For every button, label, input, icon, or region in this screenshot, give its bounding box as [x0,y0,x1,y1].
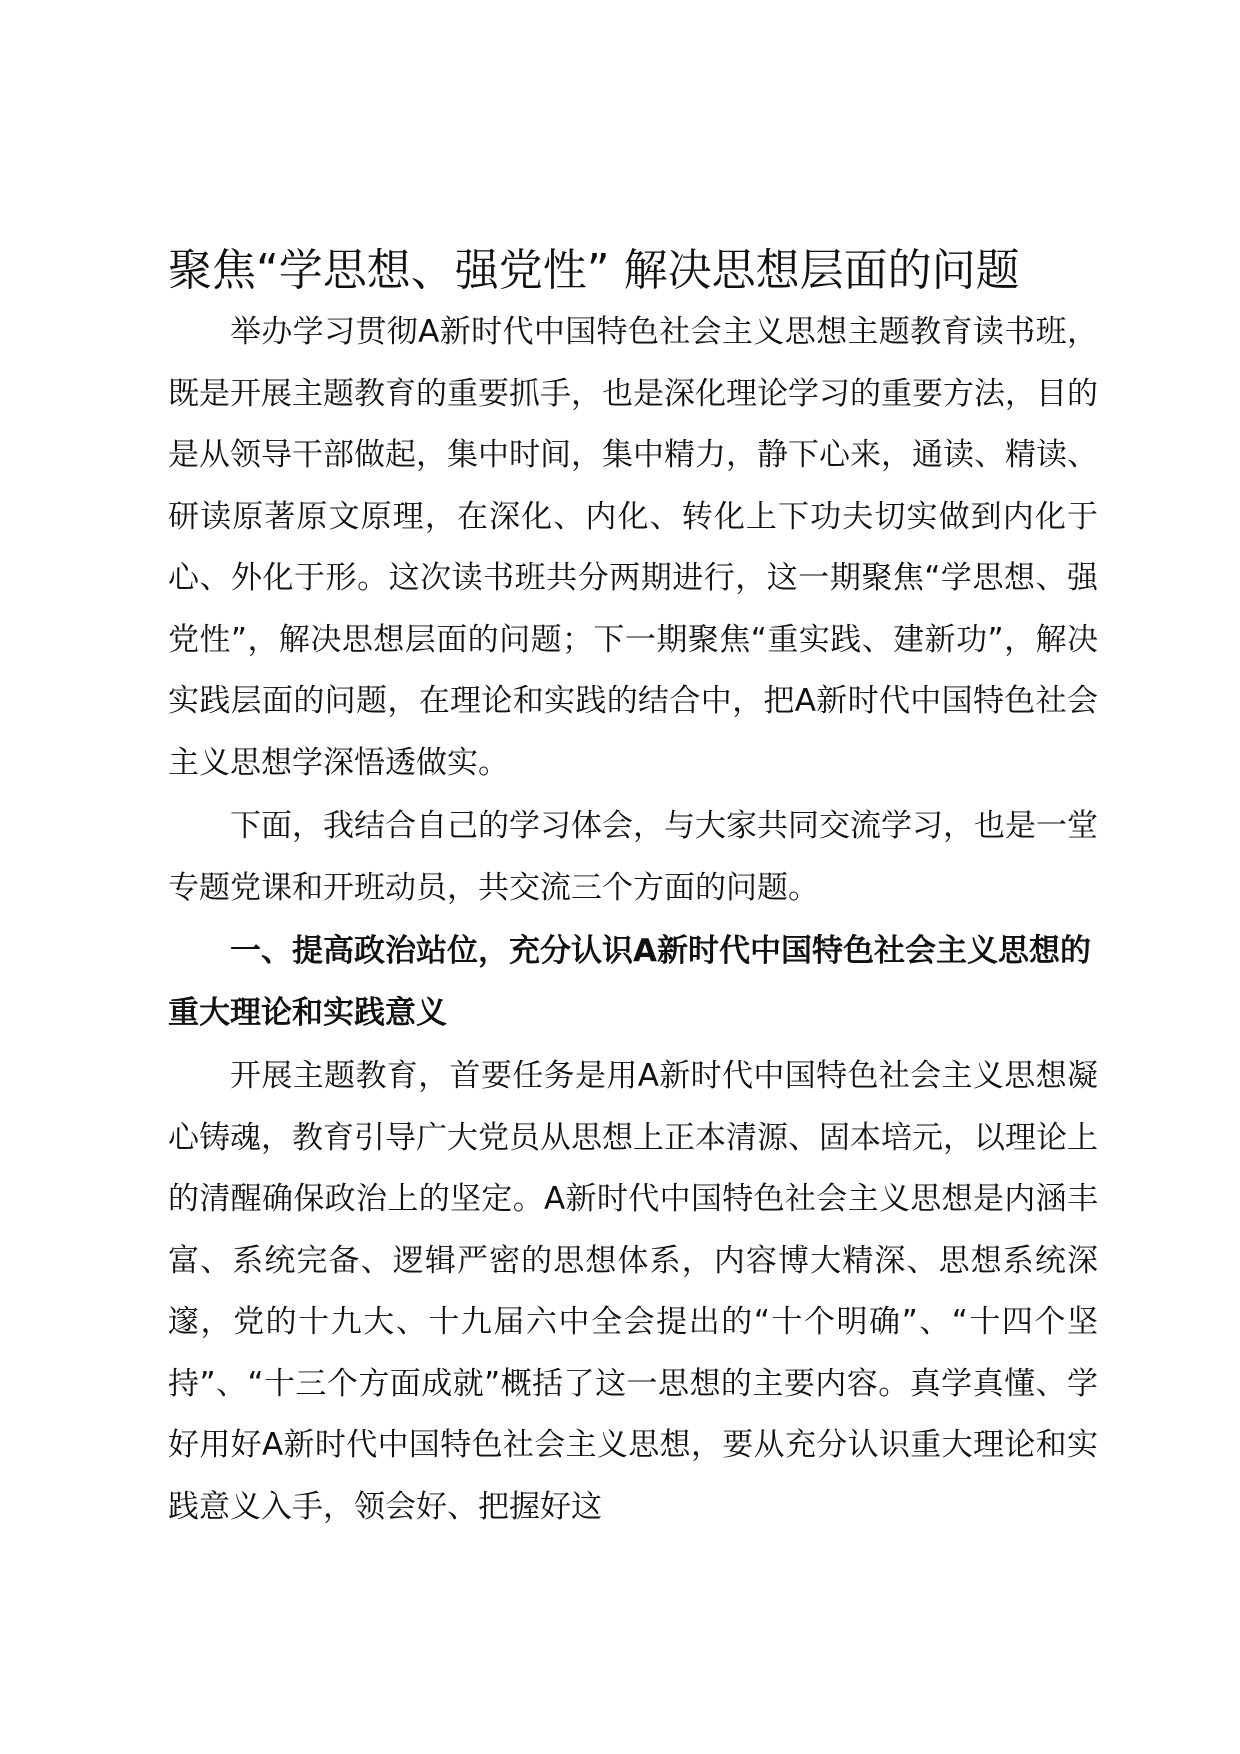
section-1-paragraph: 开展主题教育，首要任务是用A新时代中国特色社会主义思想凝心铸魂，教育引导广大党员从思想上正本清源、固本培元，以理论上的清醒确保政治上的坚定。A新时代中国特色社会主义思想是内涵丰富、系统完备、逻辑严密的思想体系，内容博大精深、思想系统深邃，党的十九大、十九届六中全会提出的“十个明确”、“十四个坚持”、“十三个方面成就”概括了这一思想的主要内容。真学真懂、学好用好A新时代中国特色社会主义思想，要从充分认识重大理论和实践意义入手，领会好、把握好这 [168,1058,1098,1525]
section-heading-1: 一、提高政治站位，充分认识A新时代中国特色社会主义思想的重大理论和实践意义 [168,933,1091,1031]
intro-paragraph: 举办学习贯彻A新时代中国特色社会主义思想主题教育读书班，既是开展主题教育的重要抓手，也是深化理论学习的重要方法，目的是从领导干部做起，集中时间，集中精力，静下心来，通读、精读、研读原著原文原理，在深化、内化、转化上下功夫切实做到内化于心、外化于形。这次读书班共分两期进行，这一期聚焦“学思想、强党性”，解决思想层面的问题；下一期聚焦“重实践、建新功”，解决实践层面的问题，在理论和实践的结合中，把A新时代中国特色社会主义思想学深悟透做实。 [168,314,1098,781]
document-title: 聚焦“学思想、强党性” 解决思想层面的问题 [168,245,1020,296]
overview-paragraph: 下面，我结合自己的学习体会，与大家共同交流学习，也是一堂专题党课和开班动员，共交流三个方面的问题。 [168,808,1098,906]
document-body [168,242,1098,1538]
